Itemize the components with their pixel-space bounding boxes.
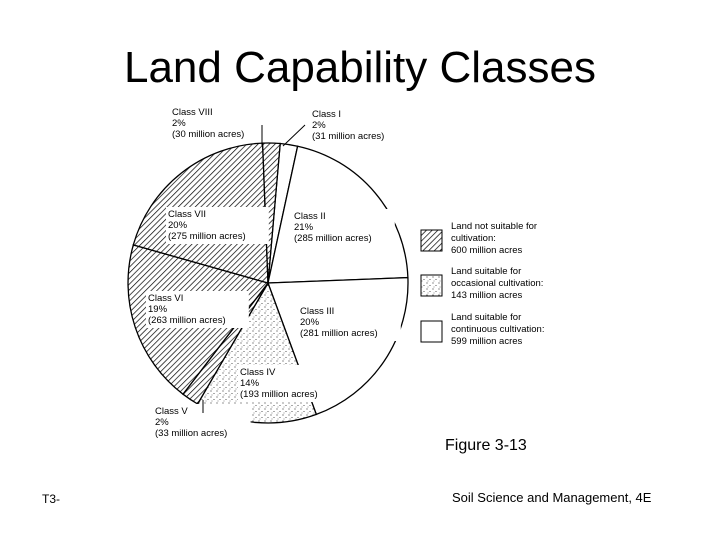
legend-swatch	[421, 321, 442, 342]
legend-item-not-suitable	[421, 221, 537, 256]
slice-label-line: 2%	[155, 417, 169, 428]
slice-label-line: (30 million acres)	[172, 129, 245, 140]
slice-label-line: 2%	[172, 118, 186, 129]
slice-label-line: (285 million acres)	[294, 233, 372, 244]
slice-label-line: Class VIII	[172, 107, 213, 118]
legend-label-line: Land suitable for	[451, 312, 522, 323]
slice-label-line: Class II	[294, 211, 326, 222]
slice-label-line: 19%	[148, 304, 168, 315]
slice-label-line: 20%	[300, 317, 320, 328]
legend-label-line: Land not suitable for	[451, 221, 538, 232]
legend-label-line: 600 million acres	[451, 245, 523, 256]
pie-legend	[421, 221, 544, 347]
legend-label-line: Land suitable for	[451, 266, 522, 277]
slice-label-line: (31 million acres)	[312, 131, 385, 142]
slice-label-line: Class VII	[168, 209, 207, 220]
legend-label-line: cultivation:	[451, 233, 496, 244]
legend-label-line: continuous cultivation:	[451, 324, 545, 335]
slice-label-class-vi	[146, 291, 249, 328]
slice-label-class-viii	[170, 105, 268, 146]
slice-label-line: 21%	[294, 222, 314, 233]
slice-label-line: (33 million acres)	[155, 428, 228, 439]
legend-label-line: 143 million acres	[451, 290, 523, 301]
slice-label-line: 14%	[240, 378, 260, 389]
slice-label-line: 20%	[168, 220, 188, 231]
slice-label-class-vii	[166, 207, 269, 244]
legend-label-line: 599 million acres	[451, 336, 523, 347]
slice-label-class-iv	[238, 365, 341, 402]
legend-item-occasional	[421, 266, 543, 301]
slice-label-line: Class VI	[148, 293, 184, 304]
book-credit: Soil Science and Management, 4E	[452, 490, 652, 505]
figure-caption: Figure 3-13	[445, 437, 527, 454]
slice-label-class-i	[283, 107, 408, 146]
legend-swatch	[421, 275, 442, 296]
slide-title: Land Capability Classes	[123, 43, 597, 92]
slice-label-class-ii	[292, 209, 395, 246]
slice-label-line: Class IV	[240, 367, 276, 378]
slide-number: T3-	[42, 492, 60, 506]
slice-label-line: (281 million acres)	[300, 328, 378, 339]
slice-label-line: (263 million acres)	[148, 315, 226, 326]
slice-label-line: Class V	[155, 406, 188, 417]
slice-label-line: Class III	[300, 306, 335, 317]
slice-label-class-iii	[298, 304, 401, 341]
legend-label-line: occasional cultivation:	[451, 278, 544, 289]
slice-label-class-v	[153, 400, 251, 441]
slice-label-line: (193 million acres)	[240, 389, 318, 400]
legend-item-continuous	[421, 312, 544, 347]
slice-label-line: (275 million acres)	[168, 231, 246, 242]
legend-swatch	[421, 230, 442, 251]
leader-line	[283, 125, 305, 146]
slice-label-line: 2%	[312, 120, 326, 131]
slice-label-line: Class I	[312, 109, 342, 120]
